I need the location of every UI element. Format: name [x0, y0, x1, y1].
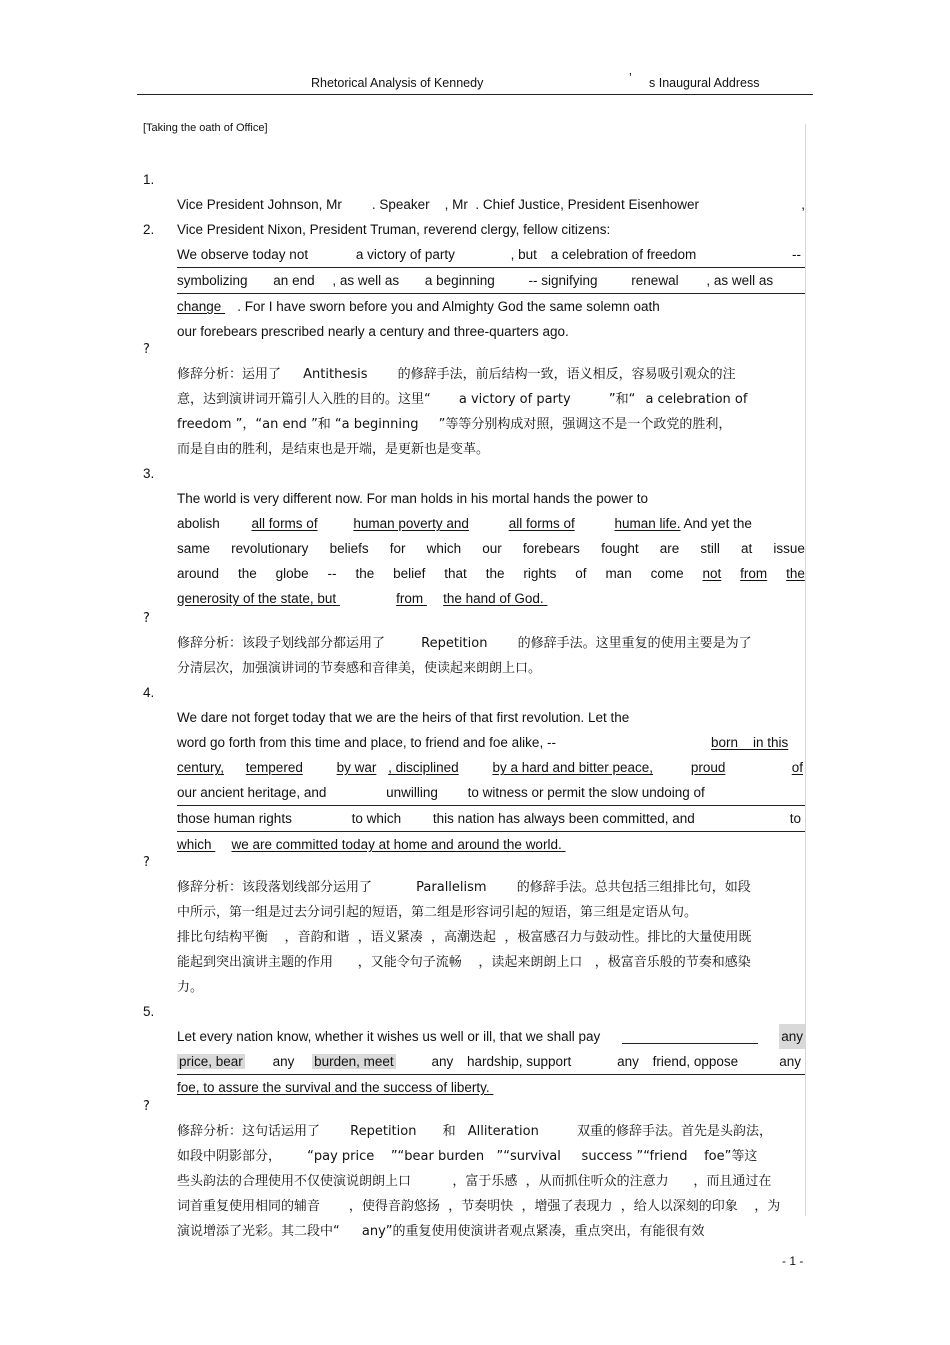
paragraph-number: 3.: [143, 466, 155, 481]
paragraph-number: 4.: [143, 685, 155, 700]
text-span: friend, oppose: [652, 1054, 739, 1069]
text-span: the hand of God.: [443, 591, 544, 606]
word: of: [575, 566, 587, 581]
text-span: a celebration of: [645, 392, 748, 407]
word: the: [355, 566, 375, 581]
text-span: “pay price ”“bear burden ”“survival success ”“friend foe”: [307, 1149, 732, 1164]
text-span: ,: [801, 197, 805, 212]
text-span: Antithesis: [303, 367, 368, 382]
text-line: [177, 268, 805, 294]
analysis-1: [143, 337, 805, 457]
text-line: [177, 1049, 805, 1075]
text-span: century,: [177, 760, 225, 775]
word: revolutionary: [231, 541, 309, 556]
word: our: [482, 541, 502, 556]
word: which: [426, 541, 462, 556]
text-span: a celebration of freedom: [550, 247, 697, 262]
text-line: [177, 1024, 805, 1049]
text-span: Parallelism: [416, 880, 487, 895]
text-line: 力。: [177, 980, 204, 995]
header-apostrophe: ’: [629, 71, 632, 85]
text-span: any: [361, 1224, 386, 1239]
text-span: from: [396, 591, 424, 606]
word: are: [659, 541, 680, 556]
stage-note: [Taking the oath of Office]: [143, 122, 268, 134]
text-span: word go forth from this time and place, to friend and foe alike, --: [177, 735, 556, 750]
analysis-2: [143, 606, 805, 676]
text-line: [177, 561, 805, 586]
word: beliefs: [329, 541, 369, 556]
text-line: [177, 755, 805, 780]
text-span: 修辞分析：该段落划线部分运用了: [177, 880, 373, 895]
text-span: human poverty and: [353, 516, 469, 531]
text-line: 词首重复使用相同的辅音 ，使得音韵悠扬 ，节奏明快 ，增强了表现力 ，给人以深刻的印象 ，为: [177, 1199, 781, 1214]
page-number: - 1 -: [782, 1254, 804, 1268]
text-span: 修辞分析：这句话运用了: [177, 1124, 321, 1139]
text-span: , but: [510, 247, 537, 262]
text-line: [177, 806, 805, 832]
text-span: 双重的修辞手法。首先是头韵法，: [576, 1124, 772, 1139]
paragraph-4: [143, 680, 805, 852]
word: not: [702, 566, 722, 581]
word: same: [177, 541, 211, 556]
text-span: hardship, support: [466, 1054, 572, 1069]
text-span: , disciplined: [388, 760, 459, 775]
text-span: 演说增添了光彩。其二段中“: [177, 1224, 340, 1239]
text-span: a victory of party: [458, 392, 571, 407]
text-span: price, bear: [179, 1054, 243, 1069]
text-line: [177, 387, 805, 412]
text-span: which: [177, 837, 212, 852]
word: for: [389, 541, 406, 556]
text-span: all forms of: [251, 516, 318, 531]
word: issue: [773, 541, 805, 556]
analysis-body: [177, 362, 805, 462]
text-span: , as well as: [332, 273, 400, 288]
paragraph-1: [143, 167, 805, 237]
paragraph-body: [177, 1024, 805, 1100]
text-span: all forms of: [508, 516, 575, 531]
text-span: a beginning: [424, 273, 495, 288]
text-line: 而是自由的胜利，是结束也是开端，是更新也是变革。: [177, 442, 490, 457]
text-line: [177, 242, 805, 268]
text-span: ”和“: [608, 392, 636, 407]
text-span: 的修辞手法。这里重复的使用主要是为了: [517, 636, 752, 651]
text-line: [177, 1219, 805, 1244]
word: --: [327, 566, 337, 581]
word: the: [786, 566, 805, 581]
text-span: 和: [442, 1124, 456, 1139]
paragraph-body: [177, 242, 805, 344]
bullet-mark: ?: [143, 611, 150, 626]
text-line: The world is very different now. For man holds in his mortal hands the power to: [177, 491, 648, 506]
text-span: We observe today not: [177, 247, 309, 262]
text-span: 修辞分析：运用了: [177, 367, 282, 382]
text-line: [177, 412, 805, 437]
word: globe: [275, 566, 309, 581]
paragraph-5: [143, 999, 805, 1095]
text-line: We dare not forget today that we are the heirs of that first revolution. Let the: [177, 710, 630, 725]
text-span: any: [431, 1054, 454, 1069]
word: at: [741, 541, 753, 556]
text-span: any: [779, 1024, 805, 1049]
text-span: 意，达到演讲词开篇引人入胜的目的。这里“: [177, 392, 431, 407]
text-span: unwilling: [386, 785, 438, 800]
analysis-body: [177, 1119, 805, 1244]
word: forebears: [522, 541, 580, 556]
word: man: [605, 566, 632, 581]
word: belief: [393, 566, 426, 581]
word: the: [237, 566, 257, 581]
text-span: of: [791, 760, 803, 775]
bullet-mark: ?: [143, 342, 150, 357]
word: still: [700, 541, 720, 556]
analysis-body: [177, 631, 805, 681]
paragraph-2: [143, 217, 805, 339]
text-line: [177, 362, 805, 387]
paragraph-number: 2.: [143, 222, 155, 237]
text-span: 等这: [731, 1149, 758, 1164]
paragraph-body: [177, 705, 805, 857]
word: that: [444, 566, 467, 581]
text-span: any: [617, 1054, 639, 1069]
text-span: -- signifying: [528, 273, 598, 288]
text-span: Repetition: [421, 636, 488, 651]
text-line: [177, 511, 805, 536]
text-span: to witness or permit the slow undoing of: [467, 785, 705, 800]
text-span: Alliteration: [467, 1124, 539, 1139]
text-line: 中所示，第一组是过去分词引起的短语，第二组是形容词引起的短语，第三组是定语从句。: [177, 905, 698, 920]
text-span: change: [177, 299, 222, 314]
text-span: foe, to assure the survival and the success of liberty.: [177, 1080, 490, 1095]
text-line: [177, 780, 805, 806]
paragraph-number: 1.: [143, 172, 155, 187]
text-line: [177, 730, 805, 755]
text-span: by war: [336, 760, 377, 775]
text-span: burden, meet: [314, 1054, 394, 1069]
text-line: Vice President Nixon, President Truman, reverend clergy, fellow citizens:: [177, 222, 611, 237]
paragraph-number: 5.: [143, 1004, 155, 1019]
paragraph-3: [143, 461, 805, 606]
text-span: we are committed today at home and around the world.: [231, 837, 562, 852]
analysis-body: [177, 875, 805, 1000]
text-line: [177, 192, 805, 217]
text-span: . For I have sworn before you and Almighty God the same solemn oath: [237, 299, 660, 314]
text-span: a victory of party: [355, 247, 455, 262]
text-span: this nation has always been committed, and: [432, 811, 695, 826]
text-line: [177, 875, 805, 900]
text-span: any: [272, 1054, 295, 1069]
text-span: proud: [690, 760, 726, 775]
text-span: --: [792, 247, 801, 262]
header-title-right: s Inaugural Address: [649, 76, 760, 90]
text-span: symbolizing: [177, 273, 248, 288]
text-span: renewal: [631, 273, 679, 288]
text-line: 排比句结构平衡 ，音韵和谐 ，语义紧凑 ，高潮迭起 ，极富感召力与鼓动性。排比的大量使用既: [177, 930, 752, 945]
text-span: , as well as: [706, 273, 774, 288]
text-line: [177, 1144, 805, 1169]
text-line: 些头韵法的合理使用不仅使演说朗朗上口 ，富于乐感 ，从而抓住听众的注意力 ，而且通过在: [177, 1174, 772, 1189]
text-span: 修辞分析：该段子划线部分都运用了: [177, 636, 386, 651]
text-span: Repetition: [350, 1124, 417, 1139]
text-span: 的修辞手法，前后结构一致，语义相反，容易吸引观众的注: [397, 367, 736, 382]
text-span: born in this: [711, 735, 789, 750]
word: the: [485, 566, 505, 581]
page-header: [137, 71, 813, 95]
text-span: ”的重复使用使演讲者观点紧凑，重点突出，有能很有效: [385, 1224, 705, 1239]
word: rights: [523, 566, 557, 581]
text-line: [177, 294, 805, 319]
text-span: abolish: [177, 516, 220, 531]
word: fought: [601, 541, 639, 556]
text-span: any: [779, 1054, 801, 1069]
paragraph-body: [177, 486, 805, 611]
text-line: [177, 1119, 805, 1144]
text-span: And yet the: [680, 516, 752, 531]
text-span: ”等等分别构成对照，强调这不是一个政党的胜利，: [438, 417, 732, 432]
text-span: to: [789, 811, 801, 826]
text-line: our forebears prescribed nearly a century and three-quarters ago.: [177, 324, 569, 339]
text-line: [177, 536, 805, 561]
text-span: to which: [351, 811, 402, 826]
bullet-mark: ?: [143, 855, 150, 870]
analysis-4: [143, 1094, 805, 1239]
text-span: 的修辞手法。总共包括三组排比句，如段: [516, 880, 751, 895]
word: come: [650, 566, 684, 581]
bullet-mark: ?: [143, 1099, 150, 1114]
text-span: generosity of the state, but: [177, 591, 337, 606]
text-line: 能起到突出演讲主题的作用 ，又能令句子流畅 ，读起来朗朗上口 ，极富音乐般的节奏和感染: [177, 955, 751, 970]
text-span: Let every nation know, whether it wishes us well or ill, that we shall pay: [177, 1029, 601, 1044]
text-span: 如段中阴影部分，: [177, 1149, 282, 1164]
word: from: [740, 566, 768, 581]
word: around: [177, 566, 220, 581]
text-span: freedom ”，“an end ”和 “a beginning: [177, 417, 419, 432]
text-span: our ancient heritage, and: [177, 785, 327, 800]
text-span: human life.: [614, 516, 681, 531]
header-title-left: Rhetorical Analysis of Kennedy: [311, 76, 484, 90]
text-span: an end: [273, 273, 315, 288]
margin-rule: [805, 124, 806, 1216]
text-span: by a hard and bitter peace,: [492, 760, 654, 775]
text-line: [177, 631, 805, 656]
text-span: Vice President Johnson, Mr . Speaker , Mr . Chief Justice, President Eisenhower: [177, 197, 699, 212]
text-line: 分清层次，加强演讲词的节奏感和音律美，使读起来朗朗上口。: [177, 661, 542, 676]
text-span: those human rights: [177, 811, 292, 826]
text-span: tempered: [245, 760, 303, 775]
analysis-3: [143, 850, 805, 995]
